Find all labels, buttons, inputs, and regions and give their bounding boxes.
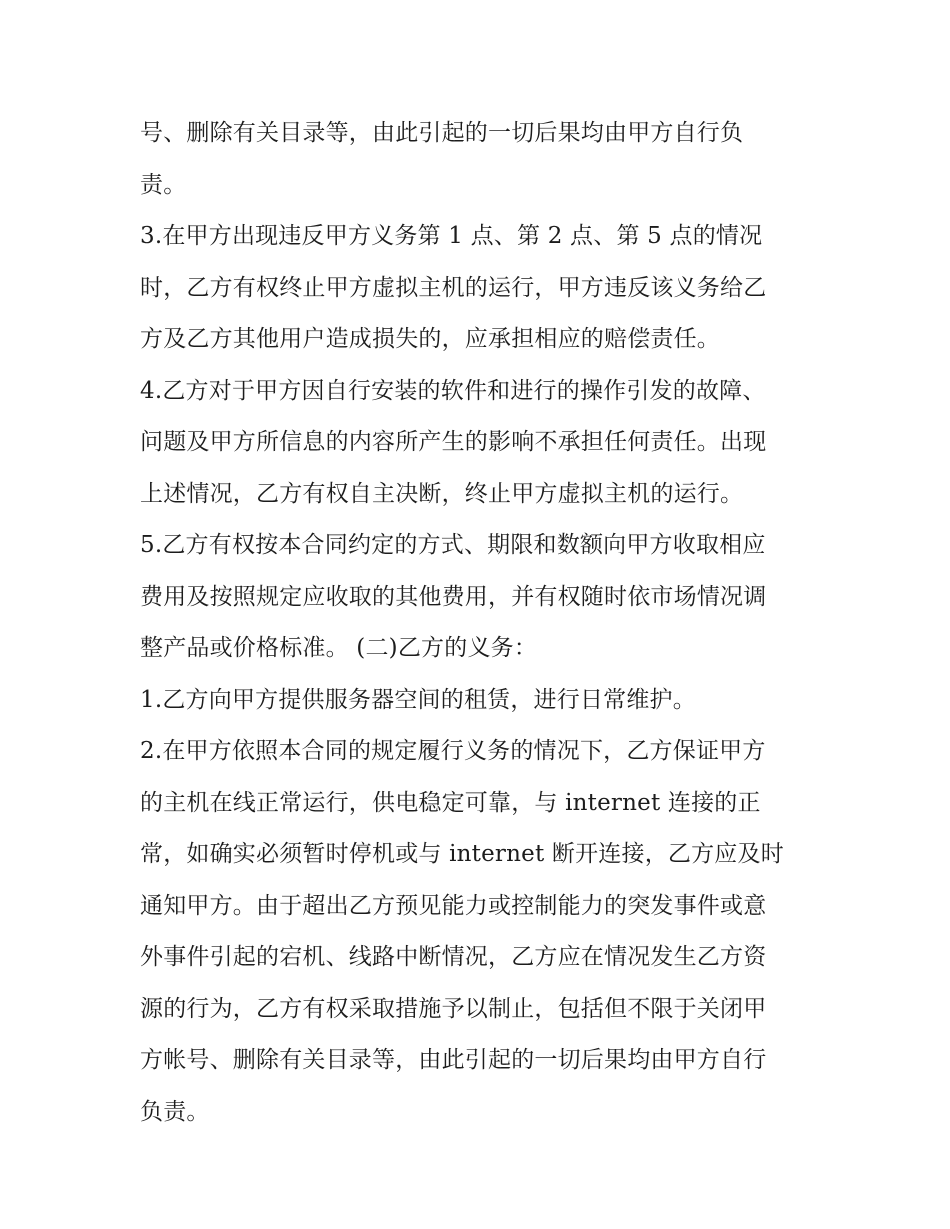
text-line: 4.乙方对于甲方因自行安装的软件和进行的操作引发的故障、 xyxy=(140,377,766,404)
text-line: 号、删除有关目录等，由此引起的一切后果均由甲方自行负 xyxy=(140,120,744,146)
text-line: 的主机在线正常运行，供电稳定可靠，与 internet 连接的正 xyxy=(140,789,761,816)
text-line: 外事件引起的宕机、线路中断情况，乙方应在情况发生乙方资 xyxy=(140,944,767,970)
text-line: 常，如确实必须暂时停机或与 internet 断开连接，乙方应及时 xyxy=(140,841,784,867)
text-line: 负责。 xyxy=(140,1098,210,1125)
document-body xyxy=(140,108,820,1138)
text-line: 费用及按照规定应收取的其他费用，并有权随时依市场情况调 xyxy=(140,583,767,610)
text-line: 1.乙方向甲方提供服务器空间的租赁，进行日常维护。 xyxy=(140,686,696,713)
text-line: 5.乙方有权按本合同约定的方式、期限和数额向甲方收取相应 xyxy=(140,532,766,558)
text-line: 整产品或价格标准。 (二)乙方的义务： xyxy=(140,635,538,661)
text-line: 2.在甲方依照本合同的规定履行义务的情况下，乙方保证甲方 xyxy=(140,738,766,764)
text-line: 责。 xyxy=(140,171,187,198)
text-line: 通知甲方。由于超出乙方预见能力或控制能力的突发事件或意 xyxy=(140,892,767,919)
text-line: 方及乙方其他用户造成损失的，应承担相应的赔偿责任。 xyxy=(140,326,720,352)
text-line: 问题及甲方所信息的内容所产生的影响不承担任何责任。出现 xyxy=(140,429,767,455)
text-line: 上述情况，乙方有权自主决断，终止甲方虚拟主机的运行。 xyxy=(140,480,744,507)
text-line: 源的行为，乙方有权采取措施予以制止，包括但不限于关闭甲 xyxy=(140,995,767,1022)
text-line: 时，乙方有权终止甲方虚拟主机的运行，甲方违反该义务给乙 xyxy=(140,274,767,301)
text-line: 方帐号、删除有关目录等，由此引起的一切后果均由甲方自行 xyxy=(140,1047,767,1073)
text-line: 3.在甲方出现违反甲方义务第 1 点、第 2 点、第 5 点的情况 xyxy=(140,223,763,249)
